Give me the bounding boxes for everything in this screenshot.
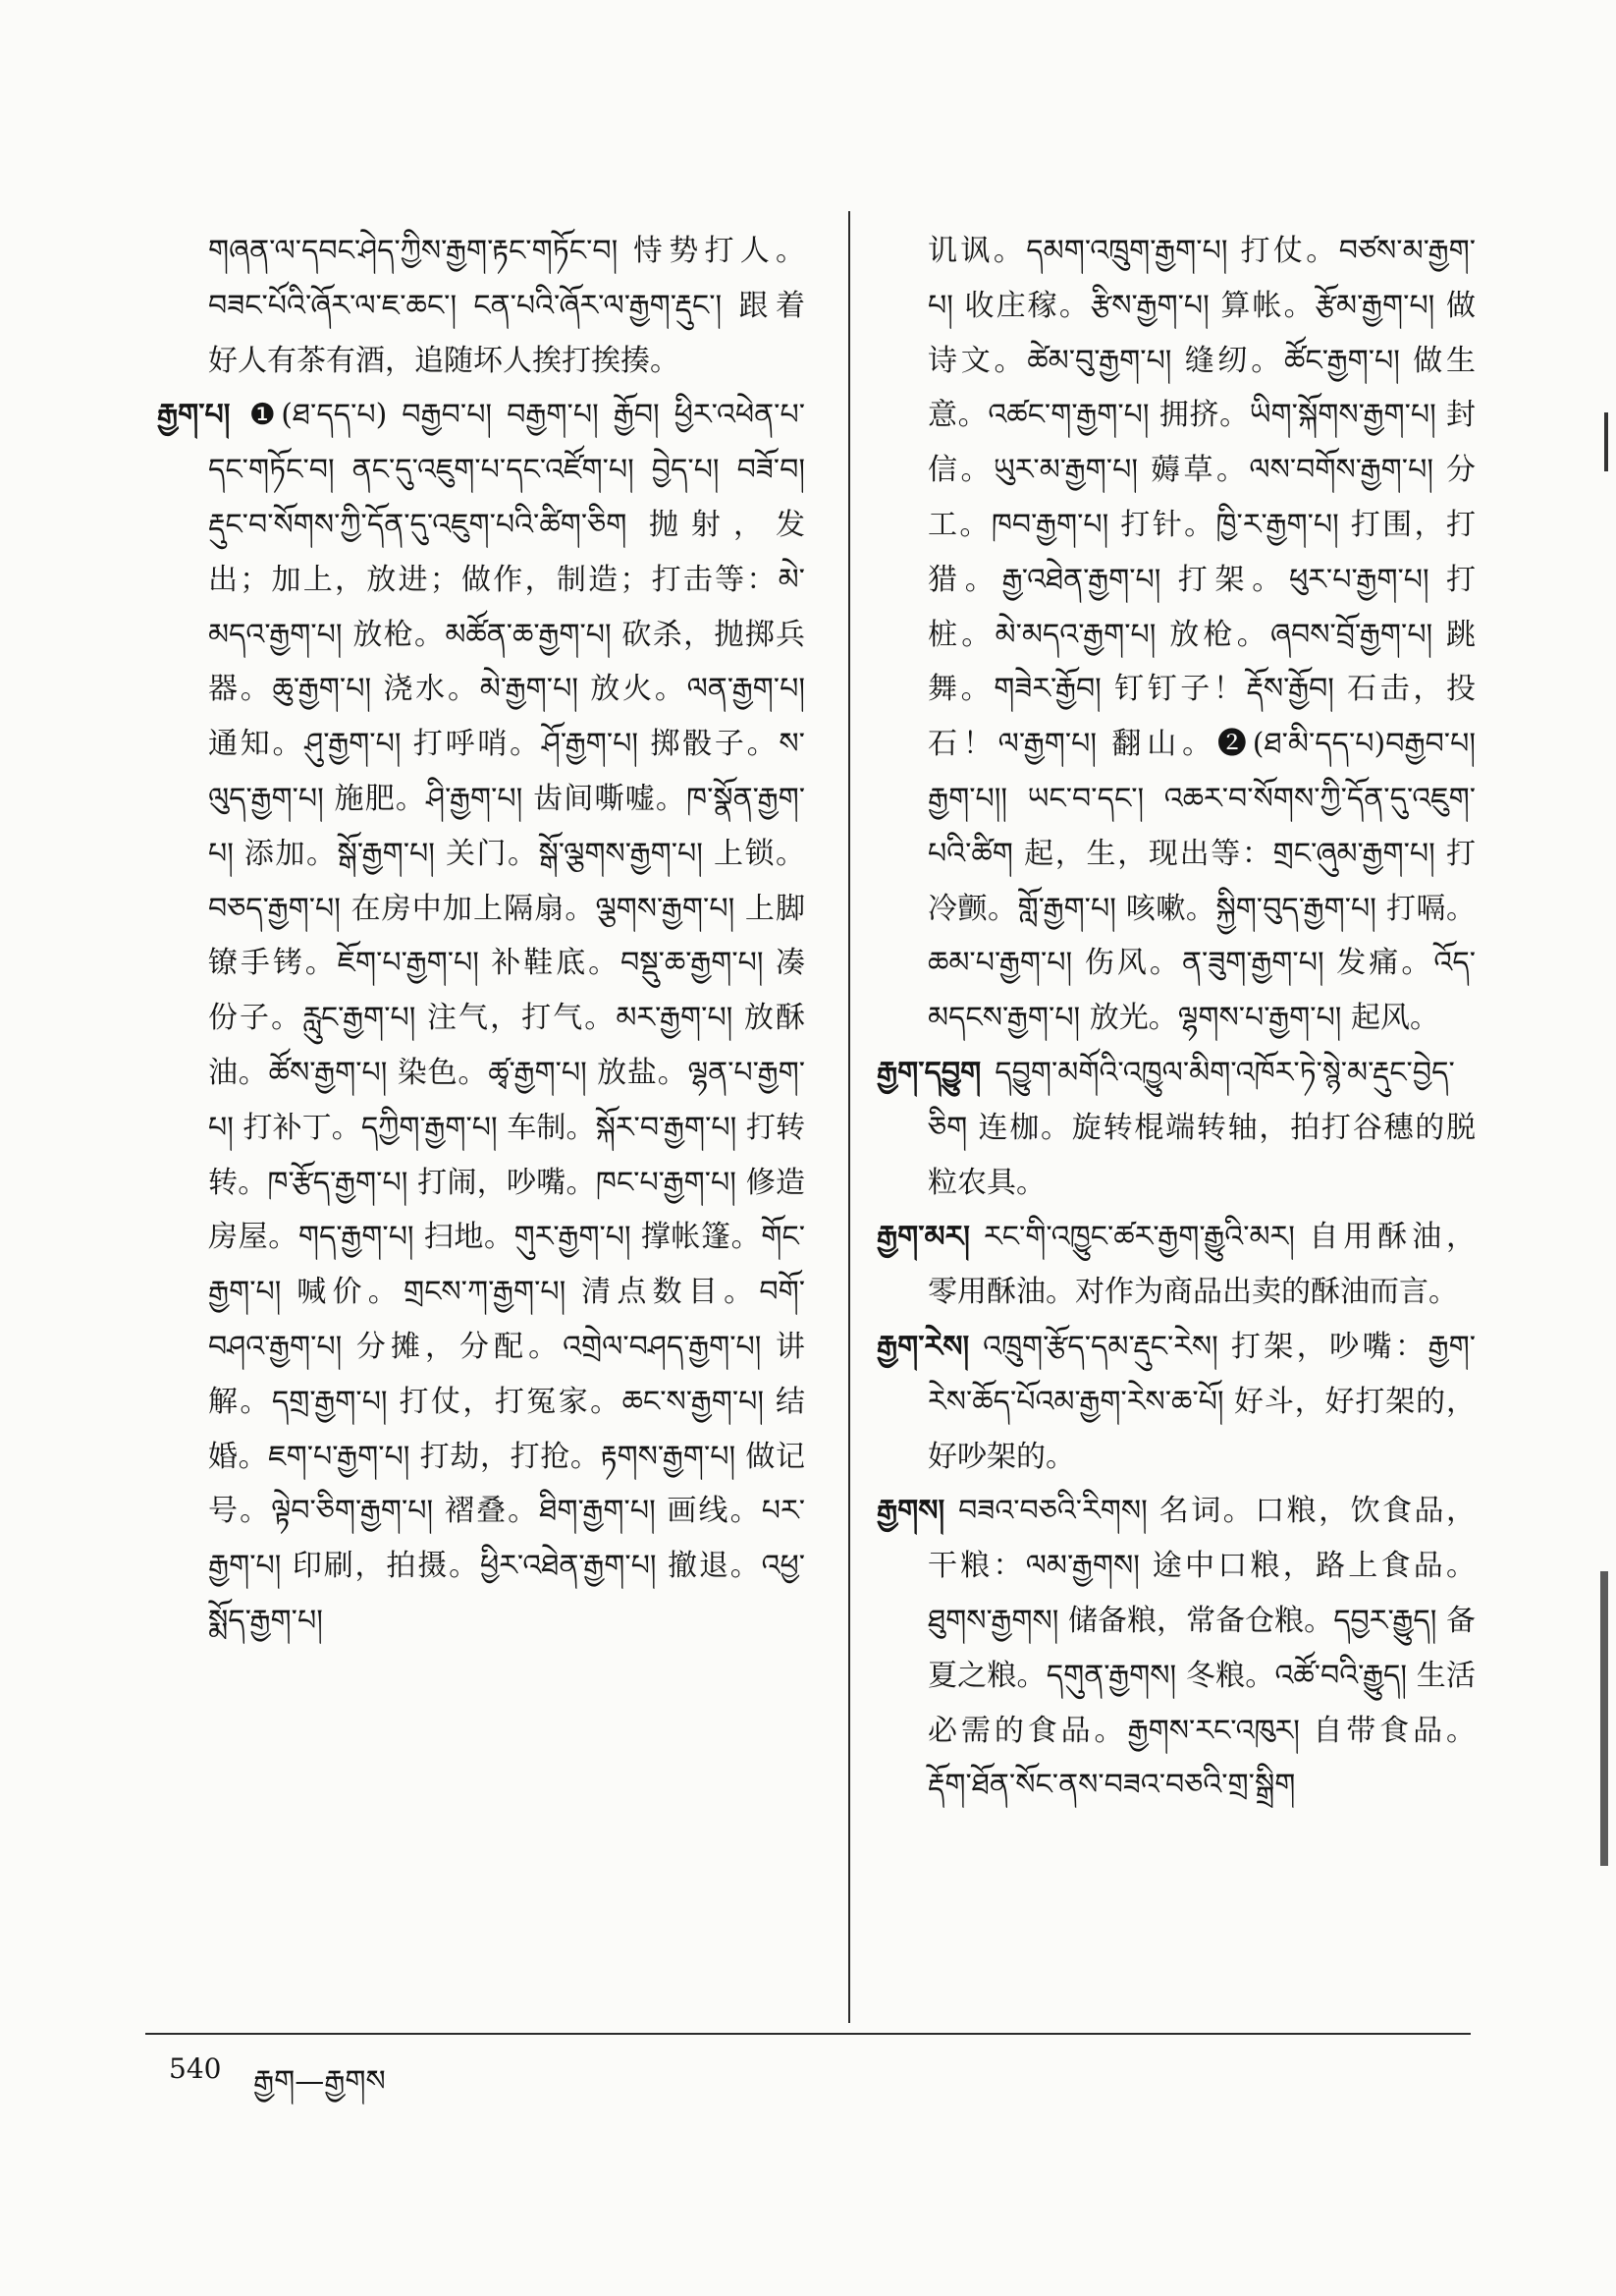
page-number: 540 (169, 2052, 222, 2085)
dictionary-entry (877, 1484, 1476, 1813)
footer-rule (145, 2033, 1471, 2035)
dictionary-entry (877, 1210, 1476, 1320)
entry-text: གཞན་ལ་དབང་ཤེད་ཀྱིས་རྒྱག་རྟང་གཏོང་བ། 恃势打人。བཟང་པོའི་ཞོར་ལ་ཇ་ཆང་། ངན་པའི་ཞོར་ལ་རྒྱག་རྡུང་། 跟着好人有茶有酒，追随坏人挨打挨揍。 (208, 234, 805, 378)
headword: རྒྱག་པ། (157, 398, 231, 433)
edge-mark (1600, 1571, 1608, 1866)
dictionary-entry (877, 1320, 1476, 1484)
entry-text: 讥讽。དམག་འཁྲུག་རྒྱག་པ། 打仗。བཙས་མ་རྒྱག་པ། 收庄稼。རྩིས་རྒྱག་པ། 算帐。རྩོམ་རྒྱག་པ། 做诗文。ཚེམ་བུ་རྒྱག་པ། 缝纫。ཚོང་རྒྱག་པ། 做生意。འཚང་ག་རྒྱག་པ། 拥挤。ཡིག་སྐོགས་རྒྱག་པ། 封信。ཡུར་མ་རྒྱག་པ། 薅草。ལས་བགོས་རྒྱག་པ། 分工。ཁབ་རྒྱག་པ། 打针。ཁྱི་ར་རྒྱག་པ། 打围，打猎。རྒྱ་འཐེན་རྒྱག་པ། 打架。ཕུར་པ་རྒྱག་པ། 打桩。མེ་མདའ་རྒྱག་པ། 放枪。ཞབས་བྲོ་རྒྱག་པ། 跳舞。གཟེར་རྒྱོབ། 钉钉子！རྡོས་རྒྱོབ། 石击，投石！ལ་རྒྱག་པ། 翻山。❷(ཐ་མི་དད་པ)བརྒྱབ་པ། རྒྱག་པ།། ཡང་བ་དང་། འཆར་བ་སོགས་ཀྱི་དོན་དུ་འཇུག་པའི་ཚིག 起，生，现出等：གྲང་ཞུམ་རྒྱག་པ། 打冷颤。གློ་རྒྱག་པ། 咳嗽。སྐྱིག་བུད་རྒྱག་པ། 打嗝。ཆམ་པ་རྒྱག་པ། 伤风。ན་ཟུག་རྒྱག་པ། 发痛。འོད་མདངས་རྒྱག་པ། 放光。ལྷགས་པ་རྒྱག་པ། 起风。 (928, 234, 1476, 1036)
entry-text: བཟའ་བཅའི་རིགས། 名词。口粮，饮食品，干粮：ལམ་རྒྱགས། 途中口粮，路上食品。ཐུགས་རྒྱགས། 储备粮，常备仓粮。དབྱར་རྒྱུད། 备夏之粮。དགུན་རྒྱགས། 冬粮。འཚོ་བའི་རྒྱུད། 生活必需的食品。རྒྱགས་རང་འཁུར། 自带食品。རྡོག་ཐོན་སོང་ནས་བཟའ་བཅའི་གྲ་སྒྲིག (928, 1494, 1476, 1803)
entry-text: ❶(ཐ་དད་པ) བརྒྱབ་པ། བརྒྱག་པ། རྒྱོབ། ཕྱིར་འཕེན་པ་དང་གཏོང་བ། ནང་དུ་འཇུག་པ་དང་འཛོག་པ། བྱེད་པ། བཟོ་བ། རྡུང་བ་སོགས་ཀྱི་དོན་དུ་འཇུག་པའི་ཚིག་ཅིག 抛射，发出；加上，放进；做作，制造；打击等：མེ་མདའ་རྒྱག་པ། 放枪。མཚོན་ཆ་རྒྱག་པ། 砍杀，抛掷兵器。ཆུ་རྒྱག་པ། 浇水。མེ་རྒྱག་པ། 放火。ལན་རྒྱག་པ། 通知。ཤུ་རྒྱག་པ། 打呼哨。ཤོ་རྒྱག་པ། 掷骰子。ས་ལུད་རྒྱག་པ། 施肥。ཤི་རྒྱག་པ། 齿间嘶嘘。ཁ་སྣོན་རྒྱག་པ། 添加。སྒོ་རྒྱག་པ། 关门。སྒོ་ལྕགས་རྒྱག་པ། 上锁。བཅད་རྒྱག་པ། 在房中加上隔扇。ལྕགས་རྒྱག་པ། 上脚镣手铐。ཇོག་པ་རྒྱག་པ། 补鞋底。བསྡུ་ཆ་རྒྱག་པ། 凑份子。རླུང་རྒྱག་པ། 注气，打气。མར་རྒྱག་པ། 放酥油。ཚོས་རྒྱག་པ། 染色。ཚྭ་རྒྱག་པ། 放盐。ལྷན་པ་རྒྱག་པ། 打补丁。དཀྱིག་རྒྱག་པ། 车制。སྐོར་བ་རྒྱག་པ། 打转转。ཁ་རྩོད་རྒྱག་པ། 打闹，吵嘴。ཁང་པ་རྒྱག་པ། 修造房屋。གད་རྒྱག་པ། 扫地。གུར་རྒྱག་པ། 撑帐篷。གོང་རྒྱག་པ། 喊价。གྲངས་ཀ་རྒྱག་པ། 清点数目。བགོ་བཤའ་རྒྱག་པ། 分摊，分配。འགྲེལ་བཤད་རྒྱག་པ། 讲解。དགྲ་རྒྱག་པ། 打仗，打冤家。ཆང་ས་རྒྱག་པ། 结婚。ཇག་པ་རྒྱག་པ། 打劫，打抢。རྟགས་རྒྱག་པ། 做记号。ལྟེབ་ཅིག་རྒྱག་པ། 褶叠。ཐིག་རྒྱག་པ། 画线。པར་རྒྱག་པ། 印刷，拍摄。ཕྱིར་འཐེན་རྒྱག་པ། 撤退。འཕྱ་སྨོད་རྒྱག་པ། (208, 398, 805, 1638)
headword: རྒྱག་རེས། (877, 1329, 970, 1364)
entry-text: དབྱུག་མགོའི་འཁྱུལ་མིག་འཁོར་ཏེ་སྙེ་མ་རྡུང་བྱེད་ཅིག 连枷。旋转棍端转轴，拍打谷穗的脱粒农具。 (928, 1055, 1476, 1200)
entry-text: རང་གི་འཁྱུང་ཚར་རྒྱག་རྒྱུའི་མར། 自用酥油，零用酥油。对作为商品出卖的酥油而言。 (928, 1220, 1476, 1310)
headword: རྒྱག་མར། (877, 1220, 970, 1255)
headword: རྒྱག་དབྱུག (877, 1055, 982, 1090)
headword: རྒྱགས། (877, 1494, 945, 1529)
entry-continuation (877, 224, 1476, 1046)
entry-text: འཁྲུག་རྩོད་དམ་རྡུང་རེས། 打架，吵嘴：རྒྱག་རེས་ཆོད་པོའམ་རྒྱག་རེས་ཆ་པོ། 好斗，好打架的，好吵架的。 (928, 1329, 1476, 1474)
dictionary-entry (877, 1046, 1476, 1210)
dictionary-entry (157, 388, 805, 1648)
entry-continuation (157, 224, 805, 388)
edge-mark (1604, 412, 1608, 471)
column-divider (848, 211, 850, 2023)
left-column (157, 224, 805, 1649)
right-column (877, 224, 1476, 1813)
running-head: རྒྱག—རྒྱགས (253, 2064, 386, 2099)
